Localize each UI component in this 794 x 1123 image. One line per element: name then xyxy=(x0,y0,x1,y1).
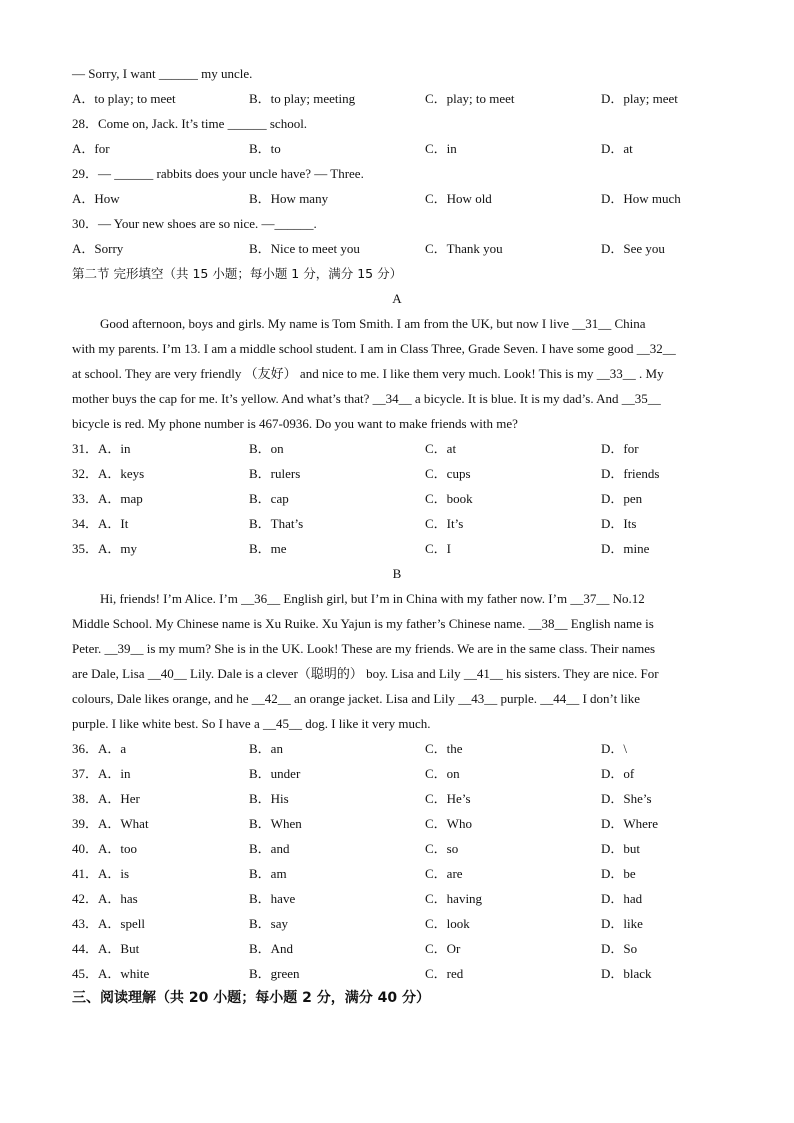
question-row xyxy=(72,461,732,486)
option-a xyxy=(72,761,131,786)
option-text: B．have xyxy=(249,891,296,906)
passage-b-line: purple. I like white best. So I have a __45__ dog. I like it very much. xyxy=(72,716,431,731)
option-a xyxy=(72,486,143,511)
question-number: 37． xyxy=(72,766,99,781)
option-b xyxy=(249,811,302,836)
passage-a-line: mother buys the cap for me. It’s yellow. And what’s that? __34__ a bicycle. It is blue. It is my dad’s. And __35__ xyxy=(72,391,661,406)
question-row xyxy=(72,836,732,861)
option-c xyxy=(425,461,471,486)
option-text: B．rulers xyxy=(249,466,301,481)
question-29-text: 29．— ______ rabbits does your uncle have? — Three. xyxy=(72,166,364,181)
option-text: C．cups xyxy=(425,466,471,481)
option-text: A．spell xyxy=(98,916,145,931)
passage-b-line: Peter. __39__ is my mum? She is in the UK. Look! These are my friends. We are in the same class. Their names xyxy=(72,641,656,656)
option-c xyxy=(425,861,463,886)
option-text: C．Or xyxy=(425,941,461,956)
option-c xyxy=(425,811,472,836)
option-text: D．\ xyxy=(601,741,628,756)
question-30-text: 30．— Your new shoes are so nice. —______. xyxy=(72,216,317,231)
option-text: B．And xyxy=(249,941,294,956)
option-text: D．Its xyxy=(601,516,637,531)
question-number: 31． xyxy=(72,441,99,456)
option-c xyxy=(425,761,460,786)
option-b xyxy=(249,861,287,886)
option-a xyxy=(72,461,144,486)
option-c xyxy=(425,886,482,911)
option-text: C．He’s xyxy=(425,791,471,806)
option-a xyxy=(72,436,131,461)
option-c xyxy=(425,736,463,761)
option-text: C．Who xyxy=(425,816,472,831)
question-27-text: — Sorry, I want ______ my uncle. xyxy=(72,66,253,81)
option-text: B．under xyxy=(249,766,301,781)
option-c: C．Thank you xyxy=(425,241,503,256)
option-c xyxy=(425,536,451,561)
passage-b-line: colours, Dale likes orange, and he __42__ an orange jacket. Lisa and Lily __43__ purple. __44__ I don’t like xyxy=(72,691,641,706)
option-text: A．is xyxy=(98,866,130,881)
option-a: A．Sorry xyxy=(72,241,124,256)
option-a: A．for xyxy=(72,141,110,156)
question-row xyxy=(72,761,732,786)
option-text: D．like xyxy=(601,916,643,931)
option-b xyxy=(249,936,293,961)
question-number: 34． xyxy=(72,516,99,531)
option-d xyxy=(601,836,640,861)
option-c xyxy=(425,836,458,861)
option-text: B．green xyxy=(249,966,300,981)
option-d xyxy=(601,861,636,886)
option-b xyxy=(249,461,300,486)
passage-b-line: are Dale, Lisa __40__ Lily. Dale is a clever（聪明的） boy. Lisa and Lily __41__ his sisters. They are nice. For xyxy=(72,666,659,681)
option-text: C．book xyxy=(425,491,473,506)
question-row xyxy=(72,511,732,536)
option-d xyxy=(601,886,642,911)
option-a xyxy=(72,911,145,936)
question-row xyxy=(72,736,732,761)
option-d: D．at xyxy=(601,141,633,156)
option-c xyxy=(425,911,470,936)
option-text: B．When xyxy=(249,816,302,831)
option-c xyxy=(425,486,473,511)
option-d xyxy=(601,511,636,536)
question-30-options xyxy=(72,236,732,261)
option-text: A．has xyxy=(98,891,138,906)
passage-a-line: Good afternoon, boys and girls. My name is Tom Smith. I am from the UK, but now I live __31__ China xyxy=(100,316,646,331)
option-b: B．How many xyxy=(249,191,329,206)
option-text: C．look xyxy=(425,916,470,931)
option-d xyxy=(601,961,652,986)
option-a xyxy=(72,811,149,836)
option-text: B．His xyxy=(249,791,289,806)
option-d xyxy=(601,911,643,936)
reading-section-title: 三、阅读理解（共 20 小题；每小题 2 分，满分 40 分） xyxy=(72,990,430,1006)
option-c: C．play; to meet xyxy=(425,91,515,106)
question-row xyxy=(72,886,732,911)
passage-b-line: Hi, friends! I’m Alice. I’m __36__ English girl, but I’m in China with my father now. I’m __37__ No.12 xyxy=(100,591,645,606)
option-d xyxy=(601,786,652,811)
question-number: 43． xyxy=(72,916,99,931)
question-row xyxy=(72,811,732,836)
option-c xyxy=(425,936,460,961)
option-text: C．on xyxy=(425,766,460,781)
option-text: D．So xyxy=(601,941,638,956)
question-28-options xyxy=(72,136,732,161)
option-text: B．That’s xyxy=(249,516,304,531)
option-c: C．in xyxy=(425,141,457,156)
option-d xyxy=(601,461,660,486)
question-number: 45． xyxy=(72,966,99,981)
passage-a-label: A xyxy=(392,291,402,306)
option-text: C．I xyxy=(425,541,452,556)
option-text: C．are xyxy=(425,866,463,881)
option-a xyxy=(72,511,128,536)
option-text: D．pen xyxy=(601,491,643,506)
cloze-section-title: 第二节 完形填空（共 15 小题；每小题 1 分，满分 15 分） xyxy=(72,266,403,281)
option-text: B．on xyxy=(249,441,284,456)
question-number: 42． xyxy=(72,891,99,906)
question-number: 35． xyxy=(72,541,99,556)
option-text: D．She’s xyxy=(601,791,652,806)
option-a: A．to play; to meet xyxy=(72,91,176,106)
question-row xyxy=(72,786,732,811)
question-28-text: 28．Come on, Jack. It’s time ______ school. xyxy=(72,116,308,131)
option-text: A．map xyxy=(98,491,143,506)
option-text: B．say xyxy=(249,916,289,931)
option-c: C．How old xyxy=(425,191,492,206)
option-d xyxy=(601,536,649,561)
option-text: C．red xyxy=(425,966,464,981)
option-a xyxy=(72,936,139,961)
option-text: D．be xyxy=(601,866,636,881)
option-a xyxy=(72,536,137,561)
option-b xyxy=(249,511,303,536)
option-a xyxy=(72,836,137,861)
question-27-options xyxy=(72,86,732,111)
question-number: 33． xyxy=(72,491,99,506)
option-text: D．had xyxy=(601,891,643,906)
option-text: A．in xyxy=(98,441,131,456)
passage-b-line: Middle School. My Chinese name is Xu Ruike. Xu Yajun is my father’s Chinese name. __38__ English name is xyxy=(72,616,654,631)
option-a: A．How xyxy=(72,191,120,206)
question-number: 32． xyxy=(72,466,99,481)
option-text: D．Where xyxy=(601,816,659,831)
option-b xyxy=(249,786,289,811)
question-number: 40． xyxy=(72,841,99,856)
option-text: C．It’s xyxy=(425,516,464,531)
option-b: B．to play; meeting xyxy=(249,91,356,106)
option-text: D．black xyxy=(601,966,652,981)
question-number: 39． xyxy=(72,816,99,831)
option-text: A．a xyxy=(98,741,127,756)
option-b xyxy=(249,486,289,511)
question-row xyxy=(72,936,732,961)
passage-a-line: bicycle is red. My phone number is 467-0936. Do you want to make friends with me? xyxy=(72,416,518,431)
option-text: B．me xyxy=(249,541,287,556)
option-text: B．and xyxy=(249,841,290,856)
option-b: B．to xyxy=(249,141,281,156)
question-row xyxy=(72,486,732,511)
option-text: D．for xyxy=(601,441,639,456)
option-a xyxy=(72,736,126,761)
option-d: D．How much xyxy=(601,191,681,206)
question-row xyxy=(72,861,732,886)
option-d xyxy=(601,761,634,786)
question-number: 36． xyxy=(72,741,99,756)
option-d: D．See you xyxy=(601,241,665,256)
option-b: B．Nice to meet you xyxy=(249,241,360,256)
option-text: A．Her xyxy=(98,791,140,806)
option-text: B．cap xyxy=(249,491,289,506)
option-text: A．in xyxy=(98,766,131,781)
option-c xyxy=(425,436,456,461)
passage-a-line: at school. They are very friendly （友好） and nice to me. I like them very much. Look! This is my __33__ . My xyxy=(72,366,664,381)
option-text: C．the xyxy=(425,741,463,756)
option-a xyxy=(72,786,140,811)
option-a xyxy=(72,961,149,986)
option-d xyxy=(601,486,642,511)
question-number: 38． xyxy=(72,791,99,806)
option-text: D．friends xyxy=(601,466,660,481)
option-b xyxy=(249,836,289,861)
option-c xyxy=(425,961,463,986)
option-c xyxy=(425,511,463,536)
option-text: D．of xyxy=(601,766,635,781)
option-text: A．my xyxy=(98,541,138,556)
option-text: A．white xyxy=(98,966,150,981)
option-text: A．too xyxy=(98,841,138,856)
option-text: A．It xyxy=(98,516,129,531)
option-d xyxy=(601,811,658,836)
passage-b-label: B xyxy=(392,566,402,581)
option-text: C．having xyxy=(425,891,483,906)
option-b xyxy=(249,961,300,986)
option-text: C．so xyxy=(425,841,459,856)
option-c xyxy=(425,786,471,811)
option-text: B．an xyxy=(249,741,283,756)
option-b xyxy=(249,736,283,761)
question-row xyxy=(72,536,732,561)
option-text: A．But xyxy=(98,941,140,956)
option-b xyxy=(249,436,284,461)
question-29-options xyxy=(72,186,732,211)
option-d xyxy=(601,936,637,961)
option-text: D．but xyxy=(601,841,641,856)
option-text: A．keys xyxy=(98,466,145,481)
option-text: C．at xyxy=(425,441,457,456)
question-row xyxy=(72,436,732,461)
question-row xyxy=(72,961,732,986)
option-a xyxy=(72,861,129,886)
question-number: 41． xyxy=(72,866,99,881)
passage-a-line: with my parents. I’m 13. I am a middle school student. I am in Class Three, Grade Seven. I have some good __32__ xyxy=(72,341,676,356)
option-a xyxy=(72,886,138,911)
option-text: B．am xyxy=(249,866,287,881)
question-number: 44． xyxy=(72,941,99,956)
option-b xyxy=(249,886,295,911)
option-d xyxy=(601,736,627,761)
option-b xyxy=(249,536,287,561)
option-text: D．mine xyxy=(601,541,650,556)
option-b xyxy=(249,761,300,786)
option-b xyxy=(249,911,288,936)
option-text: A．What xyxy=(98,816,149,831)
option-d: D．play; meet xyxy=(601,91,678,106)
option-d xyxy=(601,436,639,461)
question-row xyxy=(72,911,732,936)
